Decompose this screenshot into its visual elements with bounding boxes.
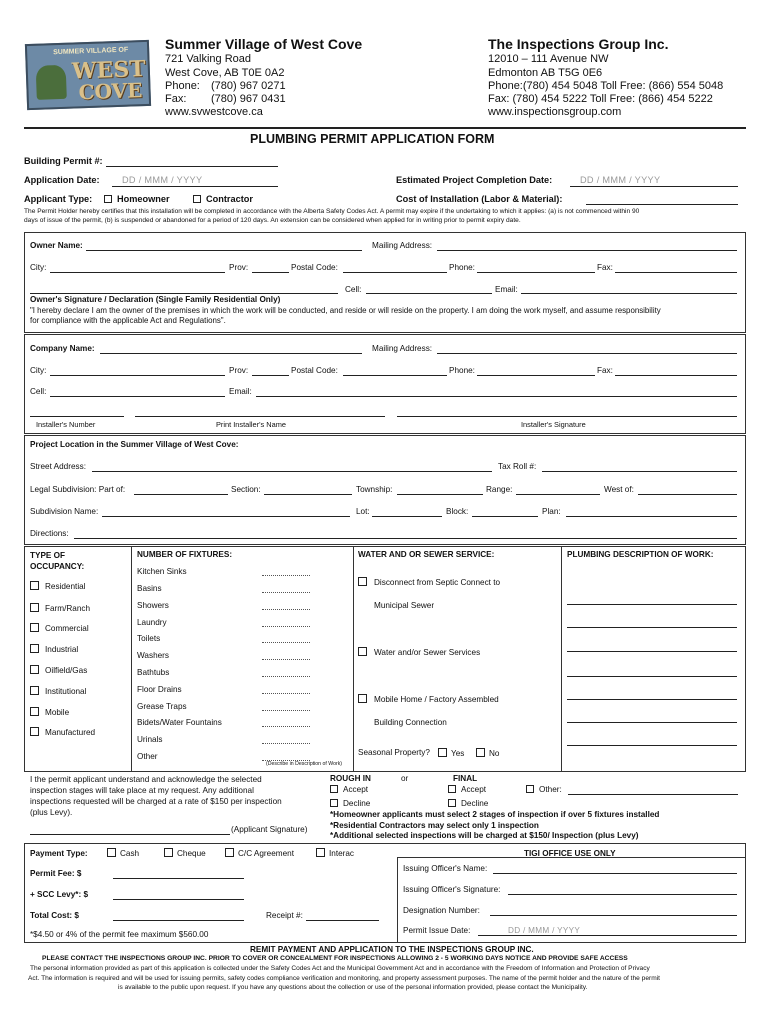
fixture-label: Laundry <box>137 618 167 627</box>
fixture-label: Basins <box>137 584 162 593</box>
ack-text-1: I the permit applicant understand and acknowledge the selected <box>30 775 262 784</box>
agency-city: Edmonton AB T5G 0E6 <box>488 67 603 79</box>
logo-main-text-1: WEST <box>71 55 147 85</box>
privacy-line-3: is available to the public upon request. If you have any questions about the collection or use of the personal information provided, please contact the Municipality. <box>118 984 588 991</box>
scc-levy-label: + SCC Levy*: $ <box>30 890 89 899</box>
cheque-option[interactable] <box>164 848 206 858</box>
payment-section <box>24 843 746 943</box>
inspection-note-1: *Homeowner applicants must select 2 stages of inspection if over 5 fixtures installed <box>330 810 660 819</box>
occupancy-checkbox[interactable] <box>30 686 39 695</box>
logo-top-text: SUMMER VILLAGE OF <box>53 46 129 57</box>
occupancy-option-5[interactable] <box>30 686 86 696</box>
fixture-label: Urinals <box>137 735 163 744</box>
payment-type-label: Payment Type: <box>30 849 88 858</box>
application-date-underline <box>112 186 278 187</box>
privacy-line-1: The personal information provided as part of this application is collected under the Safety Codes Act and the Municipal Government Act and in accordance with the Freedom of Information and Protection of Privacy <box>30 965 650 972</box>
cc-agreement-option[interactable] <box>225 848 294 858</box>
owner-declaration-2: for compliance with the applicable Act and Regulations". <box>30 316 226 325</box>
occupancy-label: Farm/Ranch <box>45 604 91 613</box>
fixture-label: Floor Drains <box>137 685 182 694</box>
mobile-home-option[interactable] <box>358 694 499 704</box>
occupancy-label: Industrial <box>45 645 79 654</box>
occupancy-checkbox[interactable] <box>30 603 39 612</box>
occupancy-option-6[interactable] <box>30 707 69 717</box>
plumbing-description-line[interactable] <box>567 745 737 746</box>
certify-text-2: days of issue of the permit, (b) is suspended or abandoned for a period of 120 days. An extension can be considered when applied for in writing prior to permit expiry date. <box>24 217 521 224</box>
rough-in-accept-option[interactable] <box>330 785 368 794</box>
street-address-field[interactable] <box>92 471 492 472</box>
cost-label: Cost of Installation (Labor & Material): <box>396 194 563 204</box>
ack-text-2: inspection stages will take place at my request. Any additional <box>30 786 254 795</box>
occupancy-option-4[interactable] <box>30 665 87 675</box>
block-label: Block: <box>446 507 469 516</box>
ack-text-4: (plus Levy). <box>30 808 73 817</box>
receipt-label: Receipt #: <box>266 911 303 920</box>
owner-cell-label: Cell: <box>345 285 362 294</box>
fixture-label: Bidets/Water Fountains <box>137 718 222 727</box>
grid-divider-2 <box>353 546 354 772</box>
contractor-option[interactable] <box>193 194 253 204</box>
owner-fax-label: Fax: <box>597 263 613 272</box>
final-accept-checkbox[interactable] <box>448 785 456 793</box>
water-services-option[interactable] <box>358 647 480 657</box>
seasonal-yes-label: Yes <box>451 749 465 758</box>
other-checkbox[interactable] <box>526 785 534 793</box>
fixture-count-field[interactable] <box>262 710 310 711</box>
occupancy-checkbox[interactable] <box>30 707 39 716</box>
scc-levy-field[interactable] <box>113 899 244 900</box>
owner-mailing-label: Mailing Address: <box>372 241 433 250</box>
agency-address: 12010 – 111 Avenue NW <box>488 53 609 65</box>
fixtures-title: NUMBER OF FIXTURES: <box>137 550 233 559</box>
cash-label: Cash <box>120 849 140 858</box>
owner-postal-label: Postal Code: <box>291 263 338 272</box>
header-divider <box>24 127 746 129</box>
plumbing-description-line[interactable] <box>567 627 737 628</box>
applicant-signature-label: (Applicant Signature) <box>231 825 308 834</box>
occupancy-label: Institutional <box>45 687 87 696</box>
grid-divider-1 <box>131 546 132 772</box>
receipt-field[interactable] <box>306 920 379 921</box>
street-address-label: Street Address: <box>30 462 86 471</box>
total-cost-label: Total Cost: $ <box>30 911 79 920</box>
interac-option[interactable] <box>316 848 354 858</box>
remit-line: REMIT PAYMENT AND APPLICATION TO THE INSPECTIONS GROUP INC. <box>250 945 534 954</box>
interac-checkbox[interactable] <box>316 848 325 857</box>
completion-date-label: Estimated Project Completion Date: <box>396 175 553 185</box>
occupancy-label: Mobile <box>45 708 70 717</box>
plumbing-description-line[interactable] <box>567 604 737 605</box>
logo-main-text-2: COVE <box>78 78 143 105</box>
rough-in-accept-label: Accept <box>343 785 369 794</box>
owner-phone-field[interactable] <box>477 272 595 273</box>
fixture-count-field[interactable] <box>262 592 310 593</box>
fixture-count-field[interactable] <box>262 676 310 677</box>
cheque-label: Cheque <box>177 849 206 858</box>
municipality-website[interactable]: www.svwestcove.ca <box>165 106 263 118</box>
municipality-name: Summer Village of West Cove <box>165 36 363 52</box>
occupancy-checkbox[interactable] <box>30 727 39 736</box>
municipal-sewer-label: Municipal Sewer <box>374 601 435 610</box>
contact-line: PLEASE CONTACT THE INSPECTIONS GROUP INC. PRIOR TO COVER OR CONCEALMENT FOR INSPECTIONS ALLOWING 2 - 5 WORKING DAYS NOTICE AND PROVIDE SAFE ACCESS <box>42 955 628 962</box>
seasonal-no-label: No <box>489 749 500 758</box>
fixture-count-field[interactable] <box>262 726 310 727</box>
final-accept-label: Accept <box>461 785 487 794</box>
permit-fee-field[interactable] <box>113 878 244 879</box>
installer-print-name-label: Print Installer's Name <box>216 420 287 429</box>
owner-cell-field[interactable] <box>366 293 492 294</box>
interac-label: Interac <box>329 849 355 858</box>
fixture-label: Bathtubs <box>137 668 170 677</box>
describe-note: (Describe in Description of Work) <box>266 761 343 767</box>
subdivision-name-field[interactable] <box>102 516 350 517</box>
other-label: Other: <box>539 785 562 794</box>
occupancy-title: TYPE OF OCCUPANCY: <box>30 551 85 571</box>
mobile-home-checkbox[interactable] <box>358 694 367 703</box>
cc-agreement-checkbox[interactable] <box>225 848 234 857</box>
rough-in-decline-checkbox[interactable] <box>330 799 338 807</box>
cost-field[interactable] <box>586 204 738 205</box>
cheque-checkbox[interactable] <box>164 848 173 857</box>
company-mailing-label: Mailing Address: <box>372 344 433 353</box>
final-decline-label: Decline <box>461 799 489 808</box>
tax-roll-field[interactable] <box>542 471 737 472</box>
owner-name-field[interactable] <box>86 250 362 251</box>
fixture-count-field[interactable] <box>262 575 310 576</box>
company-prov-field[interactable] <box>252 375 289 376</box>
plumbing-description-title: PLUMBING DESCRIPTION OF WORK: <box>567 550 714 559</box>
owner-name-label: Owner Name: <box>30 241 83 250</box>
total-cost-field[interactable] <box>113 920 244 921</box>
occupancy-label: Commercial <box>45 624 89 633</box>
company-city-label: City: <box>30 366 47 375</box>
municipality-phone: (780) 967 0271 <box>211 80 286 92</box>
water-services-label: Water and/or Sewer Services <box>374 648 481 657</box>
building-permit-label: Building Permit #: <box>24 156 103 166</box>
lot-field[interactable] <box>372 516 442 517</box>
other-field[interactable] <box>568 794 738 795</box>
agency-name: The Inspections Group Inc. <box>488 36 669 52</box>
contractor-checkbox[interactable] <box>193 195 201 203</box>
installer-number-field[interactable] <box>30 416 124 417</box>
cash-checkbox[interactable] <box>107 848 116 857</box>
occupancy-option-0[interactable] <box>30 581 86 591</box>
municipality-fax-label: Fax: <box>165 93 187 105</box>
disconnect-septic-checkbox[interactable] <box>358 577 367 586</box>
final-decline-checkbox[interactable] <box>448 799 456 807</box>
fixture-label: Kitchen Sinks <box>137 567 187 576</box>
agency-website[interactable]: www.inspectionsgroup.com <box>488 106 622 118</box>
company-phone-field[interactable] <box>477 375 595 376</box>
plumbing-description-line[interactable] <box>567 676 737 677</box>
office-use-title: TIGI OFFICE USE ONLY <box>524 849 616 858</box>
applicant-signature-field[interactable] <box>30 834 230 835</box>
fixture-label: Toilets <box>137 634 161 643</box>
part-of-field[interactable] <box>134 494 228 495</box>
occupancy-option-7[interactable] <box>30 727 95 737</box>
fixture-count-field[interactable] <box>262 693 310 694</box>
payment-office-divider <box>397 857 398 943</box>
occupancy-checkbox[interactable] <box>30 644 39 653</box>
municipality-phone-label: Phone: <box>165 80 200 92</box>
occupancy-option-1[interactable] <box>30 603 90 613</box>
fixture-label: Washers <box>137 651 169 660</box>
fixture-label: Grease Traps <box>137 702 187 711</box>
designation-number-label: Designation Number: <box>403 906 480 915</box>
homeowner-checkbox[interactable] <box>104 195 112 203</box>
cash-option[interactable] <box>107 848 139 858</box>
issue-date-underline <box>478 935 737 936</box>
subdivision-name-label: Subdivision Name: <box>30 507 99 516</box>
plan-label: Plan: <box>542 507 561 516</box>
rough-in-accept-checkbox[interactable] <box>330 785 338 793</box>
owner-extra-field[interactable] <box>30 293 338 294</box>
lot-label: Lot: <box>356 507 370 516</box>
occupancy-option-2[interactable] <box>30 623 89 633</box>
disconnect-septic-option[interactable] <box>358 577 500 587</box>
project-location-title: Project Location in the Summer Village of West Cove: <box>30 440 239 449</box>
company-name-field[interactable] <box>100 353 362 354</box>
building-permit-field[interactable] <box>106 166 278 167</box>
plan-field[interactable] <box>566 516 737 517</box>
agency-fax: Fax: (780) 454 5222 Toll Free: (866) 454 5222 <box>488 93 713 105</box>
cc-agreement-label: C/C Agreement <box>238 849 294 858</box>
company-mailing-field[interactable] <box>437 353 737 354</box>
mobile-home-label: Mobile Home / Factory Assembled <box>374 695 499 704</box>
rough-in-decline-label: Decline <box>343 799 371 808</box>
owner-city-label: City: <box>30 263 47 272</box>
company-cell-label: Cell: <box>30 387 47 396</box>
owner-declaration-1: "I hereby declare I am the owner of the premises in which the work will be conducted, and reside or will reside on the property. I am doing the work myself, and assume responsibility <box>30 306 661 315</box>
rough-in-label: ROUGH IN <box>330 774 371 783</box>
seasonal-no-option[interactable] <box>476 748 499 758</box>
plumbing-description-line[interactable] <box>567 651 737 652</box>
certify-text-1: The Permit Holder hereby certifies that this installation will be completed in accordance with the Alberta Safety Codes Act. A permit may expire if the undertaking to which it applies: (a) is not commenced within 90 <box>24 208 640 215</box>
officer-name-field[interactable] <box>493 873 737 874</box>
completion-date-underline <box>570 186 738 187</box>
inspection-note-2: *Residential Contractors may select only 1 inspection <box>330 821 539 830</box>
seasonal-yes-option[interactable] <box>438 748 464 758</box>
fixture-count-field[interactable] <box>262 642 310 643</box>
owner-email-field[interactable] <box>521 293 737 294</box>
company-phone-label: Phone: <box>449 366 475 375</box>
logo-tree-mark <box>36 65 67 100</box>
installer-signature-label: Installer's Signature <box>521 420 586 429</box>
legal-subdivision-label: Legal Subdivision: Part of: <box>30 485 126 494</box>
occupancy-option-3[interactable] <box>30 644 78 654</box>
form-title: PLUMBING PERMIT APPLICATION FORM <box>250 132 495 146</box>
west-of-field[interactable] <box>638 494 737 495</box>
privacy-line-2: Act. The information is required and will be used for issuing permits, safety codes compliance verification and monitoring, and property assessment purposes. The name of the permit holder and the nature of the permit <box>28 975 660 982</box>
application-date-label: Application Date: <box>24 175 100 185</box>
fixture-count-field[interactable] <box>262 659 310 660</box>
fixture-count-field[interactable] <box>262 743 310 744</box>
owner-prov-field[interactable] <box>252 272 289 273</box>
owner-mailing-field[interactable] <box>437 250 737 251</box>
occupancy-label: Oilfield/Gas <box>45 666 88 675</box>
municipality-logo <box>25 40 151 110</box>
occupancy-checkbox[interactable] <box>30 665 39 674</box>
company-fax-label: Fax: <box>597 366 613 375</box>
agency-phone: Phone:(780) 454 5048 Toll Free: (866) 554 5048 <box>488 80 724 92</box>
application-date-field[interactable]: DD / MMM / YYYY <box>122 175 203 185</box>
owner-prov-label: Prov: <box>229 263 249 272</box>
fixture-count-field[interactable] <box>262 626 310 627</box>
homeowner-label: Homeowner <box>117 194 170 204</box>
section-field[interactable] <box>264 494 352 495</box>
company-name-label: Company Name: <box>30 344 95 353</box>
occupancy-label: Manufactured <box>45 728 96 737</box>
building-connection-label: Building Connection <box>374 718 447 727</box>
company-email-field[interactable] <box>256 396 737 397</box>
ack-text-3: inspections requested will be charged at a rate of $150 per inspection <box>30 797 282 806</box>
company-postal-label: Postal Code: <box>291 366 338 375</box>
directions-label: Directions: <box>30 529 69 538</box>
owner-signature-title: Owner's Signature / Declaration (Single Family Residential Only) <box>30 295 281 304</box>
installer-print-name-field[interactable] <box>135 416 385 417</box>
company-prov-label: Prov: <box>229 366 249 375</box>
range-field[interactable] <box>516 494 600 495</box>
township-field[interactable] <box>397 494 483 495</box>
final-label: FINAL <box>453 774 478 783</box>
block-field[interactable] <box>472 516 538 517</box>
owner-email-label: Email: <box>495 285 518 294</box>
completion-date-field[interactable]: DD / MMM / YYYY <box>580 175 661 185</box>
township-label: Township: <box>356 485 393 494</box>
municipality-fax: (780) 967 0431 <box>211 93 286 105</box>
installer-number-label: Installer's Number <box>36 420 96 429</box>
tax-roll-label: Tax Roll #: <box>498 462 537 471</box>
issue-date-field[interactable]: DD / MMM / YYYY <box>508 926 581 935</box>
seasonal-no-checkbox[interactable] <box>476 748 485 757</box>
officer-signature-field[interactable] <box>508 894 737 895</box>
owner-postal-field[interactable] <box>343 272 447 273</box>
fixture-label: Other <box>137 752 158 761</box>
office-title-rule <box>397 857 746 858</box>
levy-note: *$4.50 or 4% of the permit fee maximum $560.00 <box>30 930 209 939</box>
occupancy-checkbox[interactable] <box>30 623 39 632</box>
designation-number-field[interactable] <box>490 915 737 916</box>
seasonal-yes-checkbox[interactable] <box>438 748 447 757</box>
other-option[interactable] <box>526 785 562 794</box>
plumbing-description-line[interactable] <box>567 722 737 723</box>
issue-date-label: Permit Issue Date: <box>403 926 471 935</box>
fixture-label: Showers <box>137 601 169 610</box>
municipality-city: West Cove, AB T0E 0A2 <box>165 67 285 79</box>
contractor-label: Contractor <box>206 194 253 204</box>
company-postal-field[interactable] <box>343 375 447 376</box>
directions-field[interactable] <box>74 538 737 539</box>
officer-name-label: Issuing Officer's Name: <box>403 864 488 873</box>
water-sewer-title: WATER AND OR SEWER SERVICE: <box>358 550 495 559</box>
installer-signature-field[interactable] <box>397 416 737 417</box>
range-label: Range: <box>486 485 513 494</box>
permit-fee-label: Permit Fee: $ <box>30 869 82 878</box>
section-label: Section: <box>231 485 261 494</box>
owner-phone-label: Phone: <box>449 263 475 272</box>
fixture-count-field[interactable] <box>262 609 310 610</box>
plumbing-description-line[interactable] <box>567 699 737 700</box>
company-city-field[interactable] <box>50 375 225 376</box>
company-email-label: Email: <box>229 387 252 396</box>
municipality-address: 721 Valking Road <box>165 53 252 65</box>
owner-fax-field[interactable] <box>615 272 737 273</box>
owner-city-field[interactable] <box>50 272 225 273</box>
rough-in-decline-option[interactable] <box>330 799 370 808</box>
inspection-note-3: *Additional selected inspections will be charged at $150/ Inspection (plus Levy) <box>330 831 639 840</box>
applicant-type-label: Applicant Type: <box>24 194 93 204</box>
homeowner-option[interactable] <box>104 194 170 204</box>
grid-divider-3 <box>561 546 562 772</box>
or-label: or <box>401 774 409 783</box>
officer-signature-label: Issuing Officer's Signature: <box>403 885 501 894</box>
final-decline-option[interactable] <box>448 799 488 808</box>
occupancy-checkbox[interactable] <box>30 581 39 590</box>
seasonal-property-label: Seasonal Property? <box>358 748 430 757</box>
disconnect-septic-label: Disconnect from Septic Connect to <box>374 578 501 587</box>
west-of-label: West of: <box>604 485 634 494</box>
final-accept-option[interactable] <box>448 785 486 794</box>
water-services-checkbox[interactable] <box>358 647 367 656</box>
occupancy-label: Residential <box>45 582 86 591</box>
company-fax-field[interactable] <box>615 375 737 376</box>
company-cell-field[interactable] <box>50 396 225 397</box>
